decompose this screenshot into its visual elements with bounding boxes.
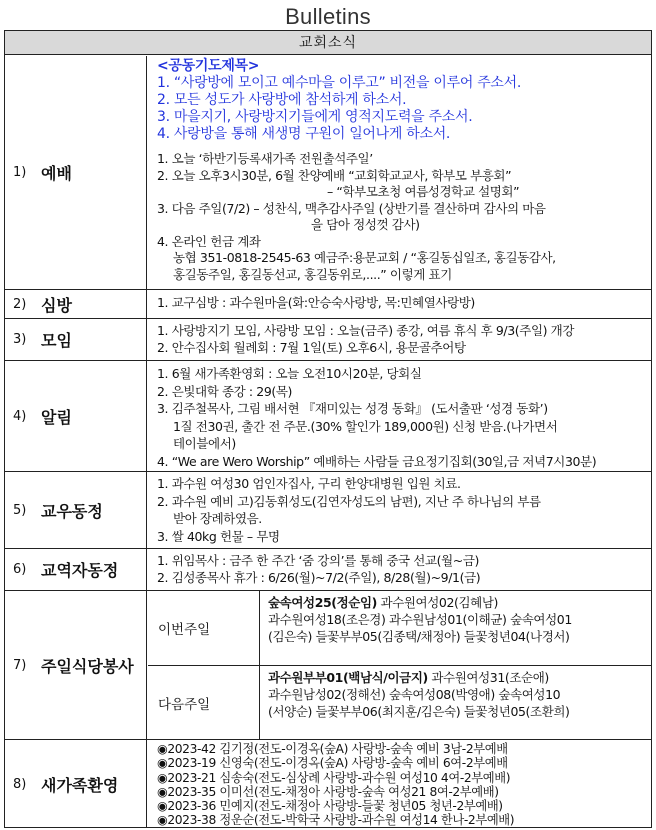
prayer-item: 2. 모든 성도가 사랑방에 참석하게 하소서. (157, 92, 407, 108)
row-number: 8) (13, 776, 27, 792)
notice-item: 2. 은빛대학 종강 : 29(목) (157, 383, 293, 399)
page-title: Bulletins (285, 4, 371, 29)
ministers-content (148, 549, 651, 590)
members-item: 받아 장례하였음. (173, 511, 262, 526)
notice-item: 1질 전30권, 출간 전 주문.(30% 할인가 189,000원) 신청 받음.(나가면서 (173, 418, 558, 434)
newcomer-item: ◉2023-36 민예지(전도-채정아 사랑방-들꽃 청년05 청년-2부예배) (157, 799, 503, 814)
meal-next-week-label: 다음주일 (148, 666, 260, 740)
meal-this-week-content (261, 591, 651, 665)
row-title: 심방 (41, 295, 72, 315)
meal-lead-team: 숲속여성25(정순임) (268, 595, 377, 610)
newcomer-item: ◉2023-38 정운순(전도-박학국 사랑방-과수원 여성14 한나-2부예배) (157, 813, 515, 828)
bank-account-note: 홍길동주일, 홍길동선교, 홍길동위로,....” 이렇게 표기 (173, 266, 452, 282)
row-number: 3) (13, 332, 27, 347)
prayer-title: <공동기도제목> (157, 58, 260, 74)
notice-item: 테이블에서) (173, 436, 236, 451)
row-visit (5, 290, 651, 319)
bank-account: 농협 351-0818-2545-63 예금주:용문교회 / “홍길동십일조, 홍길동감사, (173, 250, 556, 265)
row-number: 6) (13, 562, 27, 577)
row-label-worship (5, 56, 147, 289)
worship-content (148, 56, 651, 289)
row-label-visit (5, 290, 147, 318)
meal-this-week (148, 591, 651, 666)
meeting-content (148, 319, 651, 360)
row-label-notice (5, 361, 147, 471)
visit-item: 1. 교구심방 : 과수원마을(화:안승숙사랑방, 목:민혜열사랑방) (157, 295, 475, 310)
members-item: 1. 과수원 여성30 엄인자집사, 구리 한양대병원 입원 치료. (157, 476, 461, 491)
notice-item: 4. “We are Wero Worship” 예배하는 사람들 금요정기집회(30일,금 저녁7시30분) (157, 453, 597, 469)
row-meal (5, 591, 651, 740)
meeting-item: 2. 안수집사회 월례회 : 7월 1일(토) 오후6시, 용문골추어탕 (157, 339, 466, 355)
row-title: 교역자동정 (41, 561, 119, 580)
row-number: 4) (13, 408, 27, 424)
meal-next-week (148, 666, 651, 740)
members-item: 2. 과수원 예비 고)김동휘성도(김연자성도의 남편), 지난 주 하나님의 부름 (157, 493, 541, 509)
newcomer-item: ◉2023-19 신영숙(전도-이경옥(숲A) 사랑방-숲속 예비 6여-2부예배 (157, 756, 508, 771)
row-label-meal (5, 591, 147, 739)
members-content (148, 472, 651, 548)
row-number: 2) (13, 296, 27, 312)
notice-content (148, 361, 651, 471)
meal-team: 과수원여성31(조순애) (427, 670, 549, 685)
row-meeting (5, 319, 651, 361)
worship-item: – “학부모초청 여름성경학교 설명회” (327, 184, 520, 199)
worship-item: 4. 온라인 헌금 계좌 (157, 233, 261, 249)
row-label-newcomers (5, 740, 147, 828)
meal-team-line: (김은숙) 들꽃부부05(김종택/채정아) 들꽃청년04(나경서) (268, 629, 570, 644)
row-title: 교우동정 (41, 501, 103, 521)
ministers-item: 1. 위임목사 : 금주 한 주간 ‘줌 강의’를 통해 중국 선교(월~금) (157, 553, 480, 568)
row-notice (5, 361, 651, 472)
newcomer-item: ◉2023-42 김기정(전도-이경옥(숲A) 사랑방-숲속 예비 3남-2부예배 (157, 742, 508, 756)
notice-item: 1. 6월 새가족환영회 : 오늘 오전10시20분, 당회실 (157, 366, 422, 381)
row-number: 7) (13, 657, 27, 673)
row-label-members (5, 472, 147, 548)
row-ministers (5, 549, 651, 591)
notice-item: 3. 김주철목사, 그림 배서현 『재미있는 성경 동화』 (도서출판 ‘성경 동화’) (157, 401, 548, 416)
bulletin-table (4, 30, 652, 828)
row-title: 모임 (41, 331, 72, 350)
row-number: 5) (13, 502, 27, 518)
row-title: 예배 (41, 164, 72, 183)
row-label-meeting (5, 319, 147, 360)
meal-team: 과수원여성02(김혜남) (376, 595, 498, 610)
worship-item: 을 담아 정성껏 감사) (311, 217, 420, 232)
prayer-item: 3. 마을지기, 사랑방지기들에게 영적지도력을 주소서. (157, 109, 473, 125)
worship-item: 2. 오늘 오후3시30분, 6월 찬양예배 “교회학교교사, 학부모 부흥회” (157, 167, 512, 183)
row-title: 알림 (41, 407, 72, 427)
worship-item: 3. 다음 주일(7/2) – 성찬식, 맥추감사주일 (상반기를 결산하며 감사의 마음 (157, 200, 546, 216)
row-title: 주일식당봉사 (41, 656, 134, 676)
prayer-item: 4. 사랑방을 통해 새생명 구원이 일어나게 하소서. (157, 126, 451, 142)
meal-team-line: (서양순) 들꽃부부06(최지훈/김은숙) 들꽃청년05(조환희) (268, 704, 570, 719)
row-worship (5, 56, 651, 290)
meal-team-line: 과수원남성02(정해선) 숲속여성08(박영애) 숲속여성10 (268, 687, 561, 702)
row-newcomers (5, 740, 651, 828)
members-item: 3. 쌀 40kg 헌물 – 무명 (157, 528, 280, 544)
meal-next-week-content (261, 666, 651, 740)
meeting-item: 1. 사랑방지기 모임, 사랑방 모임 : 오늘(금주) 종강, 여름 휴식 후 9/3(주일) 개강 (157, 323, 575, 338)
meal-lead-team: 과수원부부01(백남식/이금지) (268, 670, 428, 685)
newcomer-item: ◉2023-21 심송숙(전도-심상례 사랑방-과수원 여성10 4여-2부예배) (157, 770, 511, 785)
visit-content (148, 290, 651, 318)
section-header: 교회소식 (5, 31, 651, 55)
row-title: 새가족환영 (41, 775, 119, 795)
newcomer-item: ◉2023-35 이미선(전도-채정아 사랑방-숲속 여성21 8여-2부예배) (157, 784, 499, 799)
ministers-item: 2. 김성종목사 휴가 : 6/26(월)~7/2(주일), 8/28(월)~9/1(금) (157, 569, 481, 585)
meal-team-line: 과수원여성18(조은경) 과수원남성01(이해균) 숲속여성01 (268, 612, 572, 627)
row-label-ministers (5, 549, 147, 590)
meal-this-week-label: 이번주일 (148, 591, 260, 665)
row-number: 1) (13, 165, 27, 180)
worship-item: 1. 오늘 ‘하반기등록새가족 전원출석주일’ (157, 151, 373, 166)
row-members (5, 472, 651, 549)
prayer-item: 1. “사랑방에 모이고 예수마을 이루고” 비전을 이루어 주소서. (157, 75, 522, 91)
newcomers-content (148, 740, 651, 828)
